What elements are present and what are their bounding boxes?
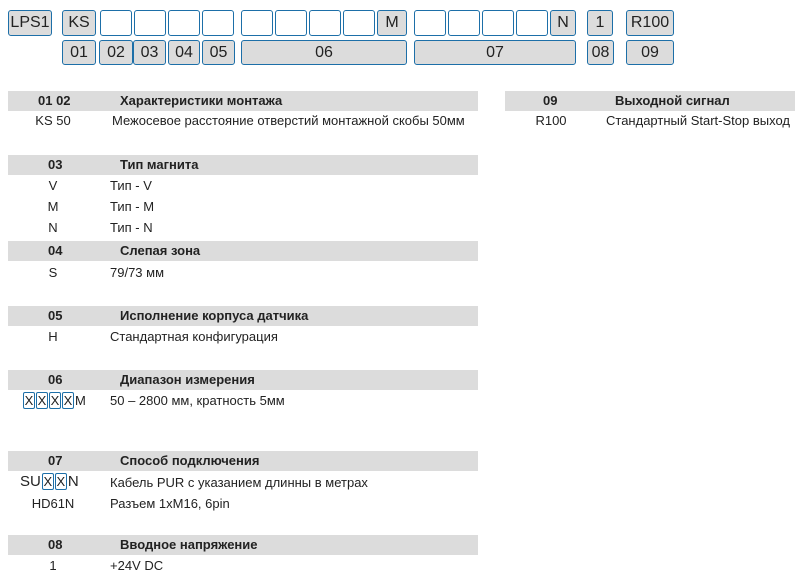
option-desc: Тип - V: [110, 178, 152, 193]
section-title: Способ подключения: [120, 453, 260, 468]
code-label-text: 09: [641, 43, 659, 61]
option-code: S: [48, 265, 58, 280]
section-code: 07: [48, 453, 63, 468]
code-box-label: R100: [630, 14, 670, 31]
code-box-empty: [414, 10, 446, 36]
option-code: H: [48, 329, 58, 344]
code-box-m: [377, 10, 407, 36]
section-code: 03: [48, 157, 63, 172]
code-box-r100: [626, 10, 674, 36]
option-code: HD61N: [31, 496, 75, 511]
option-desc: Стандартная конфигурация: [110, 329, 278, 344]
code-box-ks: [62, 10, 96, 36]
code-label-text: 05: [209, 43, 228, 61]
option-desc: Кабель PUR с указанием длинны в метрах: [110, 475, 368, 490]
option-desc: Межосевое расстояние отверстий монтажной скобы 50мм: [112, 113, 465, 128]
option-code: N: [48, 220, 58, 235]
code-label-08: [587, 40, 614, 65]
code-box-empty: [309, 10, 341, 36]
option-code: 1: [49, 558, 57, 573]
code-label-07: [414, 40, 576, 65]
x-placeholder-box: X: [56, 474, 66, 489]
x-placeholder-box: X: [24, 393, 34, 408]
code-label-03: [133, 40, 166, 65]
option-code: R100: [535, 113, 567, 128]
code-box-label: M: [385, 14, 399, 31]
section-code: 04: [48, 243, 63, 258]
section-header-connection: [8, 451, 478, 471]
option-code: V: [48, 178, 58, 193]
connection-code-pattern: [20, 473, 79, 490]
code-label-text: 06: [315, 43, 333, 61]
range-code-pattern: [23, 392, 86, 409]
code-box-label: 1: [595, 14, 605, 31]
section-header-magnet: [8, 155, 478, 175]
code-label-05: [202, 40, 235, 65]
code-box-empty: [482, 10, 514, 36]
section-title: Тип магнита: [120, 157, 199, 172]
section-header-mount: [8, 91, 478, 111]
section-title: Характеристики монтажа: [120, 93, 283, 108]
code-label-02: [99, 40, 133, 65]
code-label-text: 08: [591, 43, 610, 61]
code-box-empty: [168, 10, 200, 36]
code-box-empty: [448, 10, 480, 36]
section-title: Исполнение корпуса датчика: [120, 308, 309, 323]
section-code: 06: [48, 372, 63, 387]
code-box-empty: [241, 10, 273, 36]
code-box-lps1: [8, 10, 52, 36]
section-code: 08: [48, 537, 63, 552]
code-box-label: N: [557, 14, 569, 31]
section-title: Диапазон измерения: [120, 372, 255, 387]
x-placeholder-box: X: [37, 393, 47, 408]
option-desc: Тип - M: [110, 199, 155, 214]
connection-suffix: N: [67, 473, 79, 490]
section-header-output: [505, 91, 795, 111]
section-code: 05: [48, 308, 63, 323]
range-suffix: M: [75, 393, 86, 408]
code-box-1: [587, 10, 613, 36]
connection-prefix: SU: [20, 473, 41, 490]
code-box-empty: [100, 10, 132, 36]
x-placeholder-box: X: [50, 393, 60, 408]
option-desc: Тип - N: [110, 220, 153, 235]
x-placeholder-box: X: [63, 393, 73, 408]
section-title: Выходной сигнал: [615, 93, 730, 108]
option-desc: +24V DC: [110, 558, 164, 573]
section-title: Слепая зона: [120, 243, 201, 258]
code-label-text: 04: [175, 43, 193, 61]
code-box-empty: [275, 10, 307, 36]
code-label-06: [241, 40, 407, 65]
section-code: 09: [543, 93, 558, 108]
section-header-voltage: [8, 535, 478, 555]
code-label-text: 07: [486, 43, 504, 61]
code-label-01: [62, 40, 96, 65]
section-title: Вводное напряжение: [120, 537, 258, 552]
option-desc: 50 – 2800 мм, кратность 5мм: [110, 393, 285, 408]
option-desc: Разъем 1xM16, 6pin: [110, 496, 230, 511]
code-box-empty: [343, 10, 375, 36]
section-header-range: [8, 370, 478, 390]
code-label-04: [168, 40, 200, 65]
code-box-empty: [202, 10, 234, 36]
code-label-09: [626, 40, 674, 65]
option-code: M: [47, 199, 59, 214]
option-code: KS 50: [35, 113, 71, 128]
option-desc: Стандартный Start-Stop выход: [606, 113, 790, 128]
code-label-text: 01: [70, 43, 88, 61]
code-label-text: 03: [140, 43, 159, 61]
option-desc: 79/73 мм: [110, 265, 165, 280]
code-label-text: 02: [107, 43, 125, 61]
code-box-empty: [516, 10, 548, 36]
section-header-blind-zone: [8, 241, 478, 261]
code-box-n: [550, 10, 576, 36]
section-code: 01 02: [38, 93, 71, 108]
code-box-label: LPS1: [10, 14, 50, 31]
section-header-housing: [8, 306, 478, 326]
x-placeholder-box: X: [43, 474, 53, 489]
code-box-empty: [134, 10, 166, 36]
code-box-label: KS: [68, 14, 90, 31]
